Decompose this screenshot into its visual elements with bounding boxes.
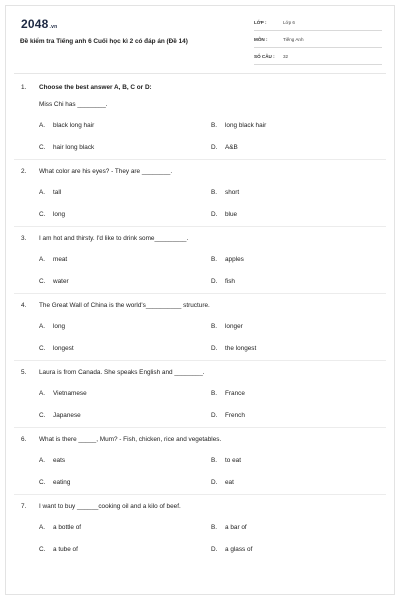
answer-option[interactable] — [211, 455, 241, 466]
option-text: hair long black — [53, 144, 95, 151]
question-section — [6, 82, 394, 555]
option-row — [6, 522, 394, 533]
answer-option[interactable] — [39, 187, 61, 198]
option-letter: A. — [39, 524, 46, 531]
answer-option[interactable] — [211, 120, 266, 131]
answer-option[interactable] — [211, 343, 256, 354]
option-text: eat — [225, 479, 234, 486]
option-letter: C. — [39, 211, 46, 218]
option-letter: D. — [211, 479, 218, 486]
answer-option[interactable] — [39, 522, 81, 533]
option-text: Japanese — [53, 412, 81, 419]
question-line — [6, 434, 394, 445]
answer-option[interactable] — [39, 343, 74, 354]
answer-option[interactable] — [39, 477, 70, 488]
option-letter: B. — [211, 122, 218, 129]
option-text: to eat — [225, 457, 241, 464]
question-item — [6, 233, 394, 294]
answer-option[interactable] — [39, 276, 69, 287]
option-letter: A. — [39, 390, 46, 397]
option-row — [6, 276, 394, 287]
section-number: 1. — [21, 84, 27, 91]
answer-option[interactable] — [39, 142, 94, 153]
option-text: tall — [53, 189, 62, 196]
question-number: 4. — [21, 302, 27, 309]
answer-option[interactable] — [39, 120, 94, 131]
option-text: water — [53, 278, 69, 285]
question-item — [6, 300, 394, 361]
meta-value: Tiếng Anh — [283, 37, 304, 42]
option-text: France — [225, 390, 245, 397]
option-text: longer — [225, 323, 243, 330]
option-letter: D. — [211, 412, 218, 419]
section-heading — [6, 82, 394, 93]
question-text: Miss Chi has ________. — [39, 101, 108, 108]
option-letter: C. — [39, 144, 46, 151]
answer-option[interactable] — [39, 254, 67, 265]
option-row — [6, 254, 394, 265]
option-row — [6, 120, 394, 131]
option-letter: A. — [39, 457, 46, 464]
answer-option[interactable] — [39, 410, 81, 421]
option-letter: B. — [211, 390, 218, 397]
question-number: 5. — [21, 369, 27, 376]
question-item — [6, 434, 394, 495]
option-letter: C. — [39, 278, 46, 285]
site-logo[interactable] — [21, 17, 57, 31]
question-divider — [14, 360, 386, 361]
option-row — [6, 321, 394, 332]
meta-key: SỐ CÂU : — [254, 54, 275, 59]
option-letter: C. — [39, 479, 46, 486]
question-number: 3. — [21, 235, 27, 242]
answer-option[interactable] — [39, 388, 87, 399]
meta-key: LỚP : — [254, 20, 267, 25]
question-line — [6, 99, 394, 110]
option-text: long — [53, 323, 66, 330]
option-row — [6, 142, 394, 153]
question-text: Laura is from Canada. She speaks English and ________. — [39, 369, 205, 376]
option-letter: B. — [211, 524, 218, 531]
question-item — [6, 367, 394, 428]
option-letter: D. — [211, 144, 218, 151]
question-divider — [14, 293, 386, 294]
answer-option[interactable] — [39, 455, 65, 466]
option-text: a bottle of — [53, 524, 82, 531]
question-line — [6, 300, 394, 311]
question-line — [6, 501, 394, 512]
question-number: 7. — [21, 503, 27, 510]
option-row — [6, 455, 394, 466]
answer-option[interactable] — [211, 187, 239, 198]
option-text: the longest — [225, 345, 257, 352]
option-text: Vietnamese — [53, 390, 87, 397]
answer-option[interactable] — [211, 410, 245, 421]
question-text: What is there _____, Mum? - Fish, chicken, rice and vegetables. — [39, 436, 222, 443]
exam-title: Đề kiểm tra Tiếng anh 6 Cuối học kì 2 có đáp án (Đề 14) — [20, 38, 188, 45]
question-text: What color are his eyes? - They are ________. — [39, 168, 173, 175]
answer-option[interactable] — [39, 544, 78, 555]
header-divider — [14, 73, 386, 74]
option-row — [6, 544, 394, 555]
logo-tld: .vn — [49, 24, 58, 30]
answer-option[interactable] — [211, 321, 243, 332]
option-text: long black hair — [225, 122, 267, 129]
question-line — [6, 367, 394, 378]
question-item — [6, 99, 394, 160]
option-text: short — [225, 189, 240, 196]
meta-row-class — [254, 17, 382, 31]
question-divider — [14, 159, 386, 160]
meta-key: MÔN : — [254, 37, 268, 42]
answer-option[interactable] — [39, 321, 65, 332]
section-instruction: Choose the best answer A, B, C or D: — [39, 84, 152, 91]
question-divider — [14, 427, 386, 428]
meta-row-subject — [254, 34, 382, 48]
option-letter: B. — [211, 323, 218, 330]
question-divider — [14, 226, 386, 227]
meta-value: Lớp 6 — [283, 20, 295, 25]
option-letter: D. — [211, 278, 218, 285]
answer-option[interactable] — [211, 544, 252, 555]
option-text: A&B — [225, 144, 238, 151]
option-text: a tube of — [53, 546, 78, 553]
option-text: eats — [53, 457, 66, 464]
option-text: fish — [225, 278, 235, 285]
option-text: meat — [53, 256, 68, 263]
option-letter: D. — [211, 211, 218, 218]
option-row — [6, 477, 394, 488]
exam-page — [5, 5, 395, 595]
option-letter: B. — [211, 189, 218, 196]
option-letter: C. — [39, 412, 46, 419]
question-divider — [14, 494, 386, 495]
option-letter: C. — [39, 345, 46, 352]
option-text: apples — [225, 256, 244, 263]
option-row — [6, 343, 394, 354]
question-number: 2. — [21, 168, 27, 175]
option-row — [6, 388, 394, 399]
exam-meta — [254, 17, 382, 68]
answer-option[interactable] — [211, 209, 237, 220]
option-letter: A. — [39, 122, 46, 129]
option-text: French — [225, 412, 245, 419]
option-text: longest — [53, 345, 74, 352]
question-item — [6, 166, 394, 227]
option-letter: A. — [39, 323, 46, 330]
option-letter: D. — [211, 345, 218, 352]
option-letter: D. — [211, 546, 218, 553]
option-row — [6, 187, 394, 198]
option-letter: A. — [39, 189, 46, 196]
question-number: 6. — [21, 436, 27, 443]
exam-header — [6, 6, 394, 68]
question-list — [6, 99, 394, 555]
question-text: I am hot and thirsty. I'd like to drink some_________. — [39, 235, 189, 242]
option-letter: B. — [211, 256, 218, 263]
option-row — [6, 410, 394, 421]
meta-value: 32 — [283, 54, 289, 59]
answer-option[interactable] — [211, 522, 247, 533]
option-letter: A. — [39, 256, 46, 263]
option-row — [6, 209, 394, 220]
option-text: a bar of — [225, 524, 247, 531]
answer-option[interactable] — [211, 276, 235, 287]
logo-main: 2048 — [21, 17, 49, 31]
answer-option[interactable] — [211, 477, 234, 488]
option-letter: B. — [211, 457, 218, 464]
question-line — [6, 166, 394, 177]
option-text: black long hair — [53, 122, 95, 129]
question-item — [6, 501, 394, 555]
answer-option[interactable] — [211, 254, 244, 265]
question-line — [6, 233, 394, 244]
question-text: I want to buy ______cooking oil and a kilo of beef. — [39, 503, 181, 510]
option-text: long — [53, 211, 66, 218]
option-text: eating — [53, 479, 71, 486]
meta-row-count — [254, 51, 382, 65]
answer-option[interactable] — [211, 142, 238, 153]
option-text: a glass of — [225, 546, 253, 553]
option-letter: C. — [39, 546, 46, 553]
answer-option[interactable] — [211, 388, 245, 399]
option-text: blue — [225, 211, 238, 218]
question-text: The Great Wall of China is the world's__________ structure. — [39, 302, 210, 309]
answer-option[interactable] — [39, 209, 65, 220]
